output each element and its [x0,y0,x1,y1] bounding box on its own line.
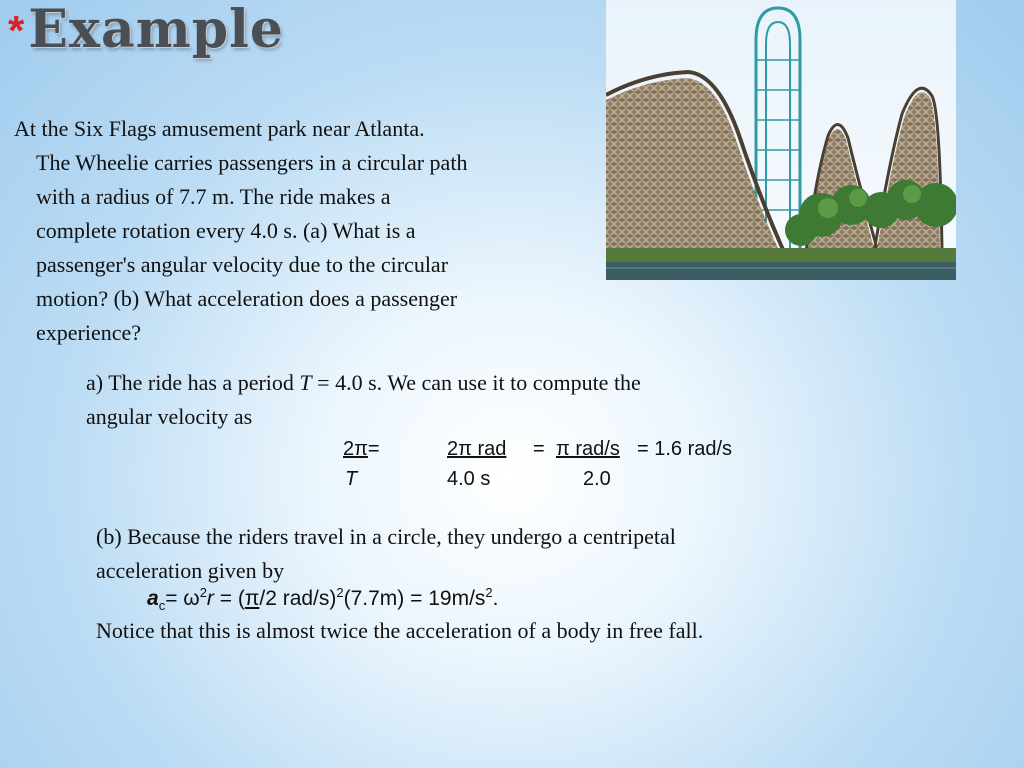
omega-denominator: T [345,468,358,490]
title-asterisk-marker: * [8,7,25,54]
problem-line: The Wheelie carries passengers in a circular path [36,150,468,175]
part-a-line: a) The ride has a period T = 4.0 s. We can use it to compute the [86,370,641,395]
problem-line: passenger's angular velocity due to the circular [36,252,449,277]
part-b-text [96,520,676,588]
slide-title [8,0,284,88]
centripetal-acceleration-equation: $a_c= \omega^2r = (\pi/2$ $rad/s)^2(7.7m) = 19m/s^2$. [147,585,499,614]
part-b-line: acceleration given by [96,558,285,583]
title-text: Example [28,0,284,60]
part-a-line: angular velocity as [86,404,253,429]
problem-line: with a radius of 7.7 m. The ride makes a [36,184,391,209]
omega-result: = 1.6 rad/s [637,438,733,460]
part-b-line: (b) Because the riders travel in a circle, they undergo a centripetal [96,524,676,549]
roller-coaster-photo [606,0,956,280]
problem-line: motion? (b) What acceleration does a passenger [36,286,458,311]
part-a-text [86,366,641,434]
fraction2-denominator: 2.0 [583,468,611,490]
problem-line: experience? [36,320,142,345]
omega-numerator: 2π= [343,438,380,460]
notice-text: Notice that this is almost twice the acceleration of a body in free fall. [96,618,704,643]
fraction1-denominator: 4.0 s [447,468,491,490]
equals-sign: = [533,438,545,460]
problem-line: complete rotation every 4.0 s. (a) What is a [36,218,416,243]
fraction2-numerator: π rad/s [556,438,620,460]
fraction1-numerator: 2π rad [447,438,507,460]
problem-line: At the Six Flags amusement park near Atlanta. [14,116,425,141]
problem-statement [14,112,604,350]
